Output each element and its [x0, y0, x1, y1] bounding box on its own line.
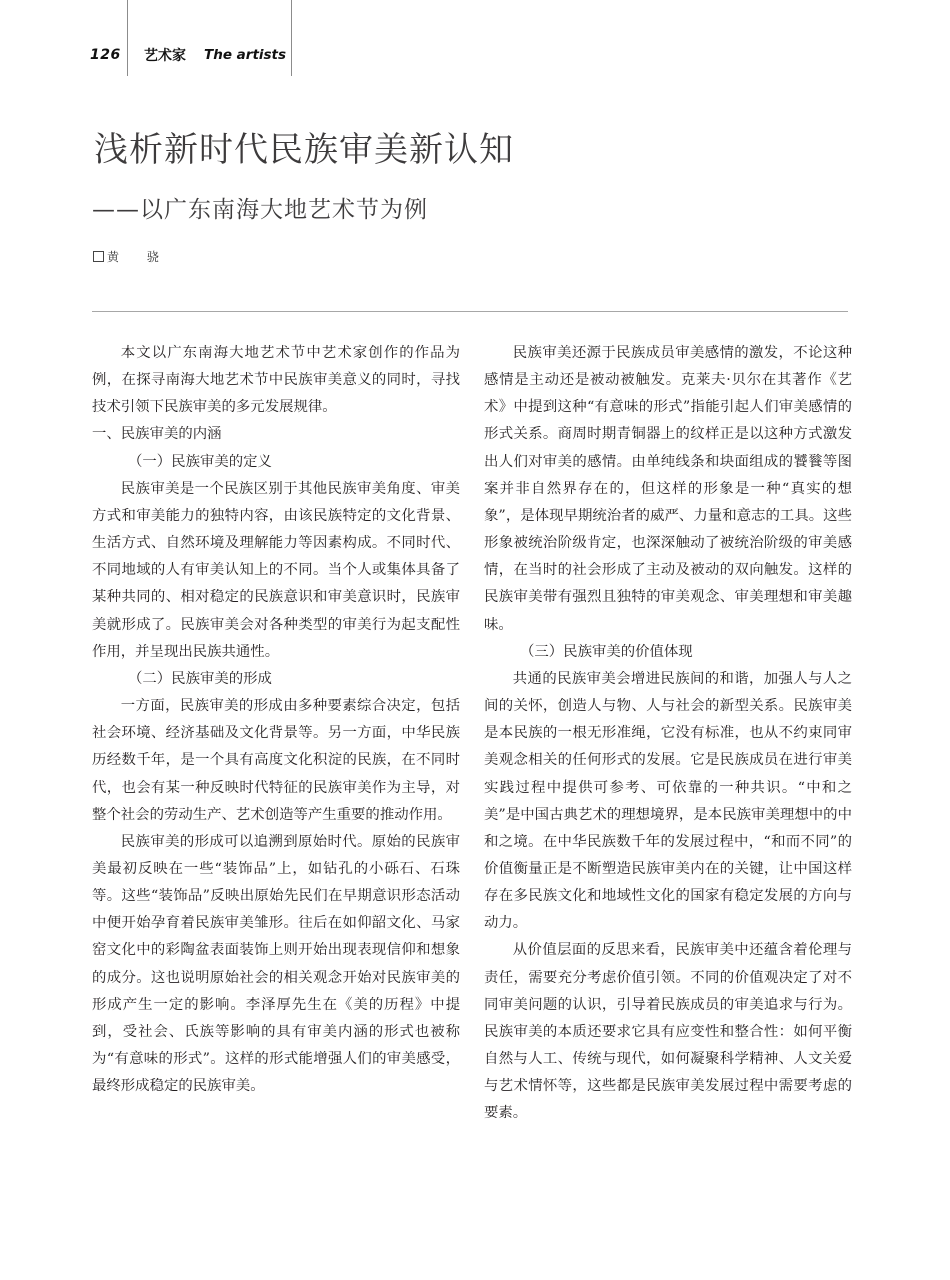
- header-divider-right: [291, 0, 292, 76]
- subsection-heading: （二）民族审美的形成: [128, 670, 272, 687]
- running-header: [90, 44, 287, 66]
- body-paragraph: 民族审美的形成可以追溯到原始时代。原始的民族审美最初反映在一些“装饰品”上，如钻孔的小砾石、石珠等。这些“装饰品”反映出原始先民们在早期意识形态活动中便开始孕育着民族审美雏形。往后在如仰韶文化、马家窑文化中的彩陶盆表面装饰上则开始出现表现信仰和想象的成分。这也说明原始社会的相关观念开始对民族审美的形成产生一定的影响。李泽厚先生在《美的历程》中提到，受社会、氏族等影响的具有审美内涵的形式也被称为“有意味的形式”。这样的形式能增强人们的审美感受，最终形成稳定的民族审美。: [92, 833, 460, 1095]
- body-paragraph: 一方面，民族审美的形成由多种要素综合决定，包括社会环境、经济基础及文化背景等。另一方面，中华民族历经数千年，是一个具有高度文化积淀的民族，在不同时代，也会有某一种反映时代特征的民族审美作为主导，对整个社会的劳动生产、艺术创造等产生重要的推动作用。: [92, 698, 460, 823]
- magazine-name-cn: 艺术家: [144, 48, 186, 64]
- body-paragraph: 民族审美是一个民族区别于其他民族审美角度、审美方式和审美能力的独特内容，由该民族特定的文化背景、生活方式、自然环境及理解能力等因素构成。不同时代、不同地域的人有审美认知上的不同。当个人或集体具备了某种共同的、相对稳定的民族意识和审美意识时，民族审美就形成了。民族审美会对各种类型的审美行为起支配性作用，并呈现出民族共通性。: [92, 480, 460, 660]
- header-divider-left: [127, 0, 128, 76]
- subsection-heading: （三）民族审美的价值体现: [520, 643, 693, 660]
- body-column-right: [484, 340, 852, 1128]
- section-heading: 一、民族审美的内涵: [92, 426, 222, 443]
- body-paragraph: 共通的民族审美会增进民族间的和谐，加强人与人之间的关怀，创造人与物、人与社会的新型关系。民族审美是本民族的一根无形准绳，它没有标准，也从不约束同审美观念相关的任何形式的发展。它是民族成员在进行审美实践过程中提供可参考、可依靠的一种共识。“中和之美”是中国古典艺术的理想境界，是本民族审美理想中的中和之境。在中华民族数千年的发展过程中，“和而不同”的价值衡量正是不断塑造民族审美内在的关键，让中国这样存在多民族文化和地域性文化的国家有稳定发展的方向与动力。: [484, 670, 852, 932]
- body-paragraph: 从价值层面的反思来看，民族审美中还蕴含着伦理与责任，需要充分考虑价值引领。不同的价值观决定了对不同审美问题的认识，引导着民族成员的审美追求与行为。民族审美的本质还要求它具有应变性和整合性：如何平衡自然与人工、传统与现代，如何凝聚科学精神、人文关爱与艺术情怀等，这些都是民族审美发展过程中需要考虑的要素。: [484, 942, 852, 1122]
- title-divider: [92, 311, 848, 312]
- abstract-paragraph: 本文以广东南海大地艺术节中艺术家创作的作品为例，在探寻南海大地艺术节中民族审美意义的同时，寻找技术引领下民族审美的多元发展规律。: [92, 345, 460, 416]
- magazine-name-en: The artists: [204, 47, 287, 63]
- subsection-heading: （一）民族审美的定义: [128, 453, 272, 470]
- square-icon: [93, 251, 104, 262]
- body-column-left: [92, 340, 460, 1100]
- article-title: 浅析新时代民族审美新认知: [94, 130, 514, 170]
- body-paragraph: 民族审美还源于民族成员审美感情的激发，不论这种感情是主动还是被动被触发。克莱夫·贝尔在其著作《艺术》中提到这种“有意味的形式”指能引起人们审美感情的形式关系。商周时期青铜器上的纹样正是以这种方式激发出人们对审美的感情。由单纯线条和块面组成的饕餮等图案并非自然界存在的，但这样的形象是一种“真实的想象”，是体现早期统治者的威严、力量和意志的工具。这些形象被统治阶级肯定，也深深触动了被统治阶级的审美感情，在当时的社会形成了主动及被动的双向触发。这样的民族审美带有强烈且独特的审美观念、审美理想和审美趣味。: [484, 345, 852, 633]
- author-line: [93, 248, 171, 266]
- author-name: 黄 骁: [107, 250, 171, 264]
- page-number: 126: [90, 47, 121, 63]
- article-subtitle: ——以广东南海大地艺术节为例: [92, 197, 428, 223]
